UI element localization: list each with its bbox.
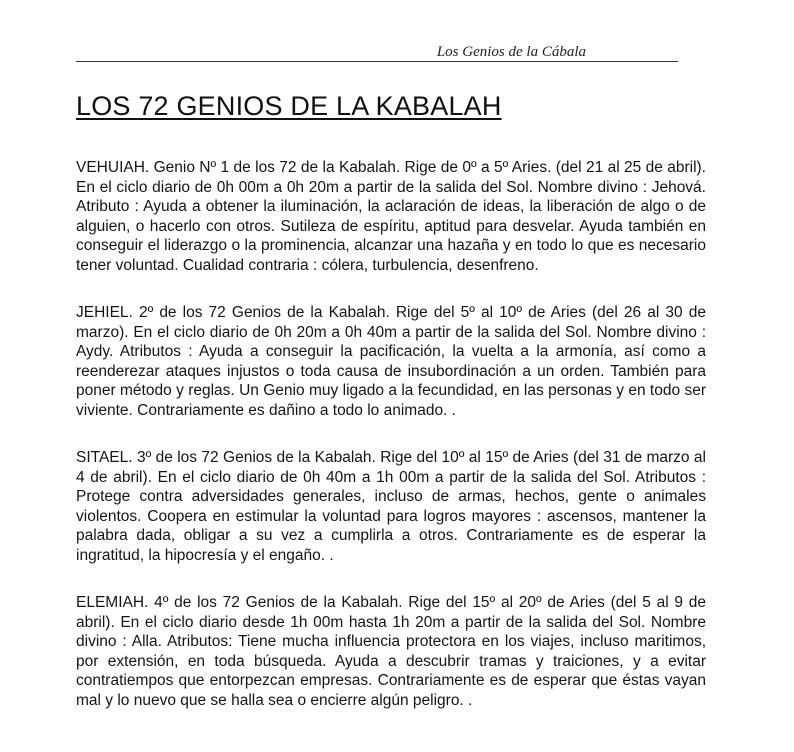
running-header xyxy=(76,43,678,62)
paragraph-jehiel: JEHIEL. 2º de los 72 Genios de la Kabalah. Rige del 5º al 10º de Aries (del 26 al 30 de marzo). En el ciclo diario de 0h 20m a 0h 40m a partir de la salida del Sol. Nombre divino : Aydy. Atributos : Ayuda a conseguir la pacificación, la vuelta a la armonía, así como a reenderezar ataques injustos o toda causa de insubordinación a un orden. También para poner método y reglas. Un Genio muy ligado a la fecundidad, en las personas y en todo ser viviente. Contrariamente es dañino a todo lo animado. . xyxy=(76,304,706,419)
page-title: LOS 72 GENIOS DE LA KABALAH xyxy=(76,91,502,121)
paragraph-elemiah: ELEMIAH. 4º de los 72 Genios de la Kabalah. Rige del 15º al 20º de Aries (del 5 al 9 de abril). En el ciclo diario desde 1h 00m hasta 1h 20m a partir de la salida del Sol. Nombre divino : Alla. Atributos: Tiene mucha influencia protectora en los viajes, incluso maritimos, por extensión, en toda búsqueda. Ayuda a descubrir tramas y traiciones, y a evitar contratiempos que entorpezcan empresas. Contrariamente es de esperar que éstas vayan mal y lo nuevo que se halla sea o encierre algún peligro. . xyxy=(76,594,706,709)
paragraph-vehuiah: VEHUIAH. Genio Nº 1 de los 72 de la Kabalah. Rige de 0º a 5º Aries. (del 21 al 25 de abril). En el ciclo diario de 0h 00m a 0h 20m a partir de la salida del Sol. Nombre divino : Jehová. Atributo : Ayuda a obtener la iluminación, la aclaración de ideas, la liberación de algo o de alguien, o hacerlo con otros. Sutileza de espíritu, aptitud para desvelar. Ayuda también en conseguir el liderazgo o la prominencia, alcanzar una hazaña y en todo lo que es necesario tener voluntad. Cualidad contraria : cólera, turbulencia, desenfreno. xyxy=(76,159,706,274)
document-body xyxy=(76,158,706,738)
paragraph-sitael: SITAEL. 3º de los 72 Genios de la Kabalah. Rige del 10º al 15º de Aries (del 31 de marzo al 4 de abril). En el ciclo diario de 0h 40m a 1h 00m a partir de la salida del Sol. Atributos : Protege contra adversidades generales, incluso de armas, hechos, gente o animales violentos. Coopera en estimular la voluntad para logros mayores : ascensos, mantener la palabra dada, obligar a su vez a cumplirla a otros. Contrariamente es de esperar la ingratitud, la hipocresía y el engaño. . xyxy=(76,449,706,564)
running-header-title: Los Genios de la Cábala xyxy=(436,44,586,60)
